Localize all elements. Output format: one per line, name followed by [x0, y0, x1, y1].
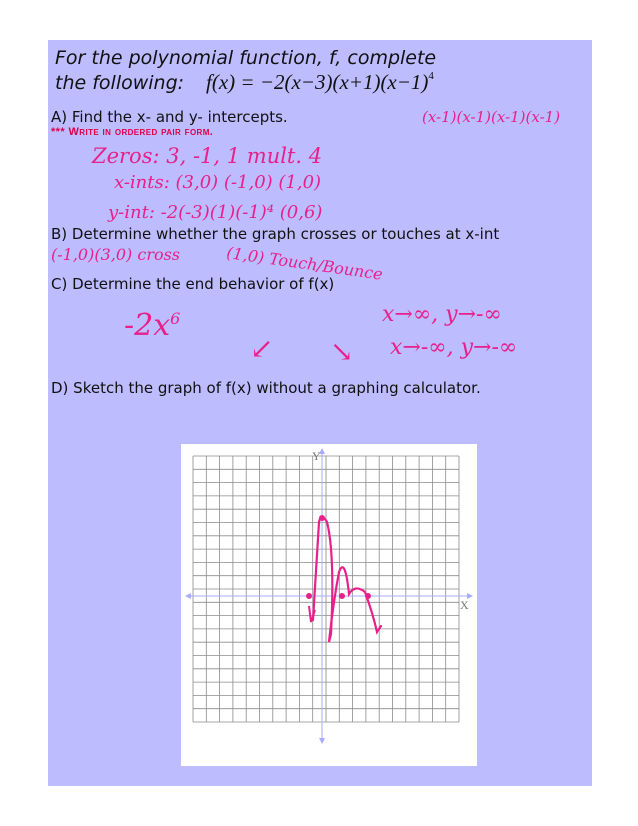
end-behavior-left-arrow: ↙: [250, 332, 274, 365]
function-formula-exponent: 4: [428, 70, 434, 82]
function-formula: [206, 70, 434, 95]
handwritten-right-end: x→∞, y→-∞: [382, 302, 502, 327]
question-a: A) Find the x- and y- intercepts.: [51, 108, 288, 126]
y-axis-label: Y: [312, 449, 321, 463]
end-behavior-right-arrow: ↘: [330, 335, 354, 368]
handwritten-y-intercept: y-int: -2(-3)(1)(-1)⁴ (0,6): [108, 202, 323, 223]
leading-term-text: -2x: [124, 308, 171, 343]
handwritten-touch: (1,0) Touch/Bounce: [225, 243, 384, 284]
handwritten-factors: (x-1)(x-1)(x-1)(x-1): [422, 108, 561, 126]
y-intercept-point: [319, 515, 325, 521]
ordered-pair-note: *** Write in ordered pair form.: [51, 126, 214, 138]
coordinate-grid: [181, 444, 477, 766]
question-c: C) Determine the end behavior of f(x): [51, 275, 335, 293]
handwritten-zeros: Zeros: 3, -1, 1 mult. 4: [92, 144, 323, 168]
question-b: B) Determine whether the graph crosses or touches at x-int: [51, 225, 500, 243]
title-line-1: For the polynomial function, f, complete: [55, 47, 437, 69]
function-formula-text: f(x) = −2(x−3)(x+1)(x−1): [206, 70, 429, 94]
handwritten-x-intercepts: x-ints: (3,0) (-1,0) (1,0): [114, 172, 322, 193]
grid-svg: [181, 444, 477, 766]
leading-term-exponent: 6: [170, 309, 181, 328]
handwritten-leading-term: [124, 308, 180, 343]
touch-point: [339, 593, 345, 599]
title-line-2: the following:: [55, 72, 185, 94]
x-axis-left-arrow-icon: [185, 593, 191, 599]
x-intercept-point: [365, 593, 371, 599]
handwritten-left-end: x→-∞, y→-∞: [390, 335, 518, 360]
y-axis-down-arrow-icon: [319, 738, 325, 744]
question-d: D) Sketch the graph of f(x) without a graphing calculator.: [51, 379, 481, 397]
x-axis-label: X: [460, 598, 469, 612]
handwritten-cross: (-1,0)(3,0) cross: [51, 245, 181, 264]
x-intercept-point: [306, 593, 312, 599]
